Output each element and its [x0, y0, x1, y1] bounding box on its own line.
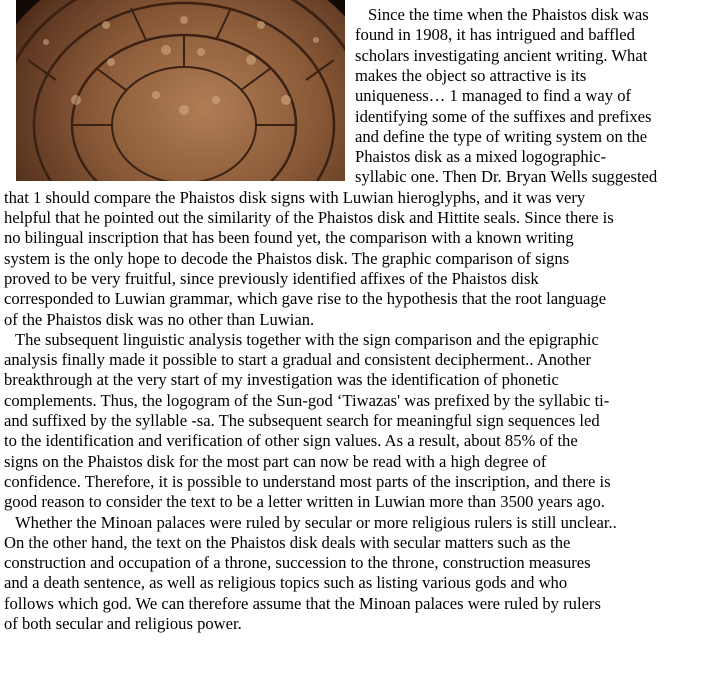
- text-line: Whether the Minoan palaces were ruled by secular or more religious rulers is still unclear..: [15, 512, 617, 532]
- text-line: breakthrough at the very start of my investigation was the identification of phonetic: [4, 370, 559, 390]
- text-line: of both secular and religious power.: [4, 614, 242, 633]
- text-line: complements. Thus, the logogram of the Sun-god ‘Tiwazas' was prefixed by the syllabic ti-: [4, 390, 610, 410]
- text-line: analysis finally made it possible to start a gradual and consistent decipherment.. Another: [4, 350, 592, 370]
- text-line: confidence. Therefore, it is possible to understand most parts of the inscription, and there is: [4, 471, 611, 491]
- text-line: no bilingual inscription that has been found yet, the comparison with a known writing: [4, 228, 574, 248]
- text-line: found in 1908, it has intrigued and baffled: [355, 25, 635, 45]
- text-line: proved to be very fruitful, since previously identified affixes of the Phaistos disk: [4, 268, 539, 288]
- text-line: and define the type of writing system on the: [355, 126, 648, 146]
- text-line: signs on the Phaistos disk for the most part can now be read with a high degree of: [4, 451, 547, 471]
- text-line: uniqueness… 1 managed to find a way of: [355, 86, 632, 106]
- text-line: Phaistos disk as a mixed logographic-: [355, 147, 607, 167]
- text-line: The subsequent linguistic analysis together with the sign comparison and the epigraphic: [15, 329, 599, 349]
- phaistos-disk-photo: [16, 0, 345, 181]
- text-line: of the Phaistos disk was no other than Luwian.: [4, 309, 315, 329]
- text-line: to the identification and verification of other sign values. As a result, about 85% of the: [4, 431, 578, 451]
- text-line: scholars investigating ancient writing. What: [355, 45, 648, 65]
- text-line: makes the object so attractive is its: [355, 65, 587, 85]
- text-line: On the other hand, the text on the Phaistos disk deals with secular matters such as the: [4, 532, 571, 552]
- text-line: follows which god. We can therefore assume that the Minoan palaces were ruled by rulers: [4, 593, 601, 613]
- text-line: construction and occupation of a throne, succession to the throne, construction measures: [4, 553, 591, 573]
- text-line: Since the time when the Phaistos disk was: [368, 5, 649, 24]
- text-line: that 1 should compare the Phaistos disk signs with Luwian hieroglyphs, and it was very: [4, 187, 586, 207]
- text-line: syllabic one. Then Dr. Bryan Wells suggested: [355, 167, 658, 187]
- text-line: good reason to consider the text to be a letter written in Luwian more than 3500 years ago.: [4, 492, 605, 512]
- text-line: and suffixed by the syllable -sa. The subsequent search for meaningful sign sequences led: [4, 411, 600, 430]
- text-line: system is the only hope to decode the Phaistos disk. The graphic comparison of signs: [4, 248, 570, 268]
- text-line: helpful that he pointed out the similarity of the Phaistos disk and Hittite seals. Since there is: [4, 208, 614, 227]
- text-line: and a death sentence, as well as religious topics such as listing various gods and who: [4, 573, 568, 593]
- text-line: identifying some of the suffixes and prefixes: [355, 106, 652, 126]
- text-line: corresponded to Luwian grammar, which gave rise to the hypothesis that the root language: [4, 289, 607, 309]
